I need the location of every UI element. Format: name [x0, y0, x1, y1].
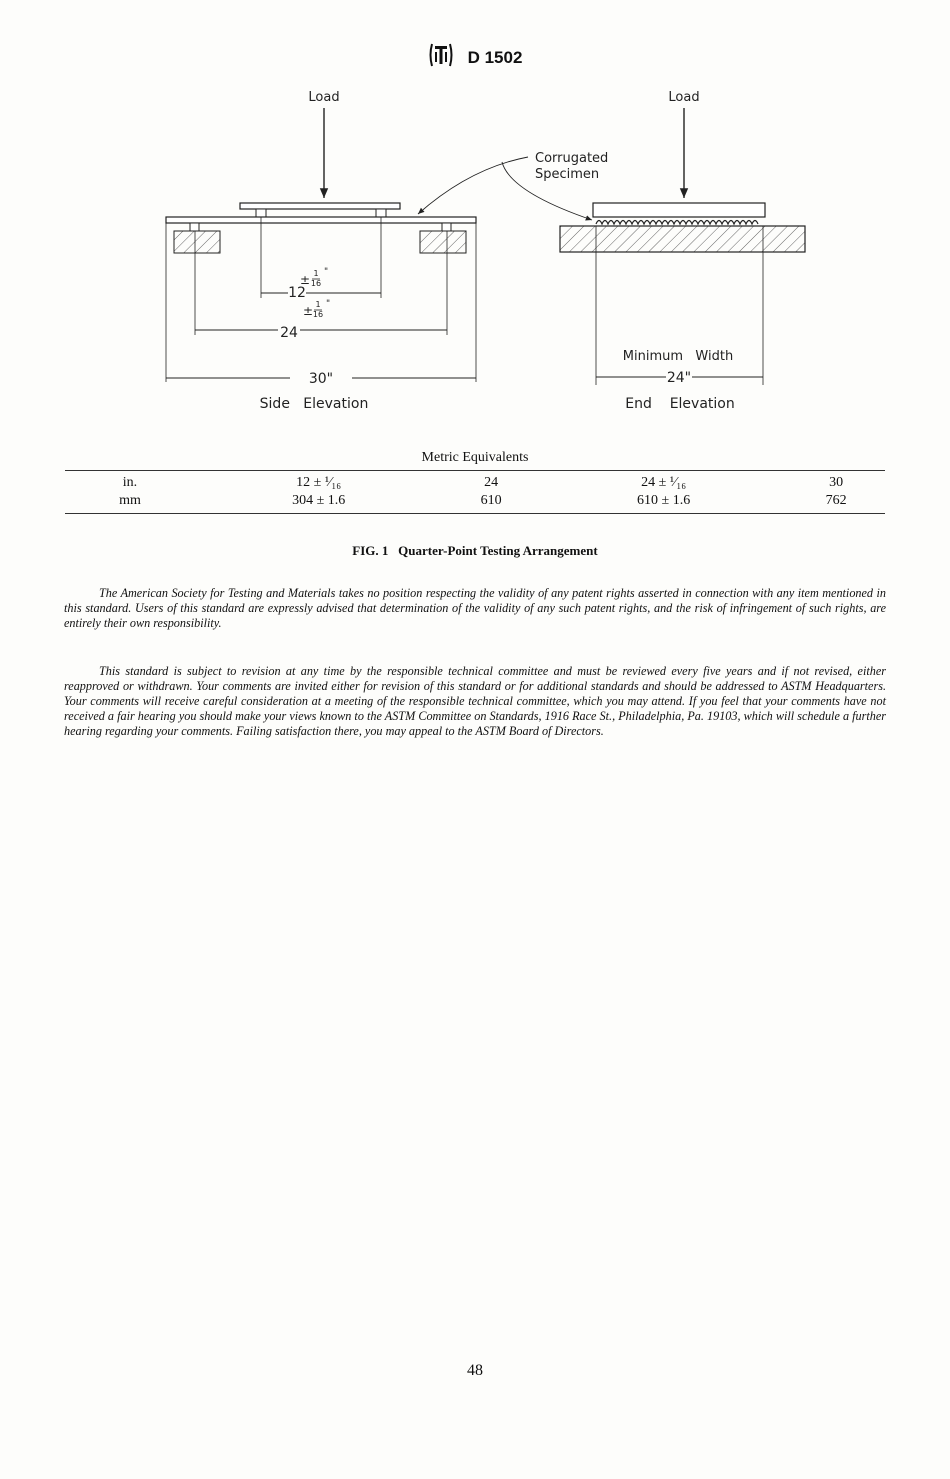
- load-beam: [240, 203, 400, 209]
- page-header: [0, 42, 950, 73]
- value-cell: 610 ± 1.6: [540, 492, 787, 514]
- standard-designation: D 1502: [467, 47, 523, 67]
- table-row: [65, 492, 885, 514]
- figure-caption: [0, 543, 950, 559]
- value-cell: 12 ± ¹⁄₁₆: [195, 471, 442, 493]
- value-cell: 762: [787, 492, 885, 514]
- min-width-label: Minimum Width: [622, 349, 734, 364]
- metric-equivalents-title: Metric Equivalents: [421, 450, 529, 465]
- metric-equivalents-table: [65, 470, 885, 514]
- tol-12-num: 1: [313, 269, 319, 278]
- table-row: [65, 471, 885, 493]
- value-cell: 30: [787, 471, 885, 493]
- tol-24-den: 16: [312, 310, 324, 319]
- corrugated-specimen: [596, 221, 758, 225]
- load-left-label: Load: [308, 90, 340, 105]
- tol-12-plusminus: ±: [299, 273, 311, 287]
- support-block-right: [420, 231, 466, 253]
- tol-24-num: 1: [315, 300, 321, 309]
- revision-notice: [64, 664, 886, 739]
- side-elevation-label: Side Elevation: [259, 396, 369, 412]
- dim-24-end-label: 24": [666, 370, 692, 386]
- value-cell: 304 ± 1.6: [195, 492, 442, 514]
- end-support-block: [560, 226, 805, 252]
- page-number: 48: [467, 1362, 483, 1379]
- support-roller-right: [442, 223, 451, 231]
- tol-12-den: 16: [310, 279, 322, 288]
- dim-24-label: 24: [280, 325, 298, 341]
- support-roller-left: [190, 223, 199, 231]
- specimen-label-line1: Corrugated: [535, 151, 609, 166]
- tol-24-inch: ": [326, 299, 331, 309]
- specimen-label-line2: Specimen: [535, 167, 600, 182]
- value-cell: 24: [442, 471, 540, 493]
- dim-30-label: 30": [308, 371, 334, 387]
- end-load-plate: [593, 203, 765, 217]
- patent-notice-text: The American Society for Testing and Materials takes no position respecting the validity of any patent rights asserted in connection with any item mentioned in this standard. Users of this standard are expressly advised that determination of the validity of any such patent rights, and the risk of infringement of such rights, are entirely their own responsibility.: [64, 586, 886, 630]
- patent-notice: [64, 586, 886, 631]
- side-specimen: [166, 217, 476, 223]
- load-right-label: Load: [668, 90, 700, 105]
- specimen-leader-side: [418, 157, 528, 214]
- unit-cell: mm: [65, 492, 195, 514]
- tol-12-inch: ": [324, 267, 329, 277]
- load-roller-right: [376, 209, 386, 217]
- load-roller-left: [256, 209, 266, 217]
- astm-logo-icon: [428, 42, 454, 73]
- value-cell: 24 ± ¹⁄₁₆: [540, 471, 787, 493]
- end-elevation-label: End Elevation: [625, 396, 735, 412]
- tol-24-plusminus: ±: [302, 304, 314, 318]
- figure-title: Quarter-Point Testing Arrangement: [398, 543, 598, 558]
- support-block-left: [174, 231, 220, 253]
- value-cell: 610: [442, 492, 540, 514]
- revision-notice-text: This standard is subject to revision at any time by the responsible technical committee and must be reviewed every five years and if not revised, either reapproved or withdrawn. Your comments are invited either for revision of this standard or for additional standards and should be addressed to ASTM Headquarters. Your comments will receive careful consideration at a meeting of the responsible technical committee, which you may attend. If you feel that your comments have not received a fair hearing you should make your views known to the ASTM Committee on Standards, 1916 Race St., Philadelphia, Pa. 19103, which will schedule a further hearing regarding your comments. Failing satisfaction there, you may appeal to the ASTM Board of Directors.: [64, 664, 886, 738]
- dim-12-label: 12: [288, 285, 306, 301]
- unit-cell: in.: [65, 471, 195, 493]
- figure-testing-arrangement: [130, 80, 830, 420]
- figure-number: FIG. 1: [352, 543, 389, 558]
